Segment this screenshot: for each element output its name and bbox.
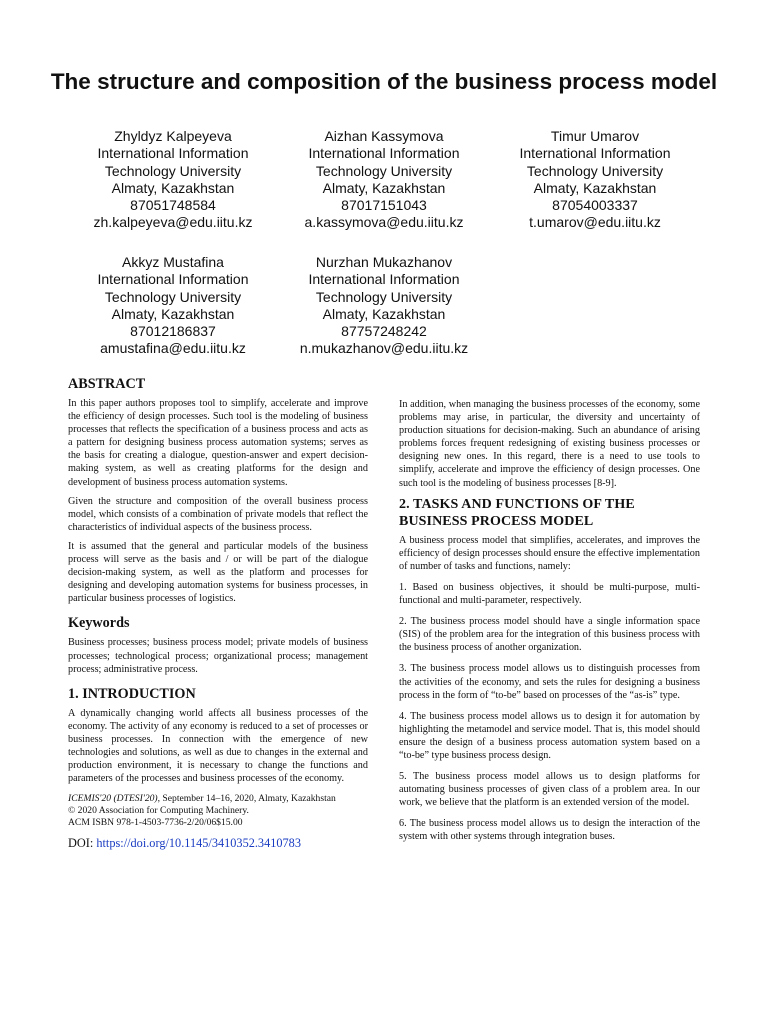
- author-block: [279, 128, 489, 232]
- author-location: Almaty, Kazakhstan: [111, 305, 235, 322]
- author-phone: 87051748584: [130, 197, 216, 214]
- author-name: Akkyz Mustafina: [122, 254, 224, 270]
- author-affiliation: Technology University: [315, 288, 453, 305]
- list-item: 3. The business process model allows us to distinguish processes from the activities of the economy, and sets the rules for designing a business process in the form of “to-be” based on processes of the “as-is” type.: [399, 663, 700, 701]
- author-block: [68, 254, 278, 358]
- conference-details: September 14–16, 2020, Almaty, Kazakhstan: [160, 793, 336, 805]
- keywords-text: Business processes; business process model; private models of business processes; technological process; organizational process; management process; administrative process.: [68, 637, 368, 675]
- author-location: Almaty, Kazakhstan: [111, 179, 235, 196]
- author-phone: 87054003337: [552, 197, 638, 214]
- conference-footnote: [68, 793, 368, 805]
- doi-label: DOI:: [68, 835, 97, 850]
- author-affiliation: International Information: [308, 271, 460, 288]
- abstract-paragraph: In this paper authors proposes tool to simplify, accelerate and improve the efficiency of design processes. Such tool is the modeling of business processes that reflects the specification of a business process and acts as a pattern for designing business process automation systems; serves as the basis for creating a dialogue, question-answer and expert decision-making system, as well as creating platforms for the design and development of business process automation systems.: [68, 398, 368, 488]
- author-affiliation: International Information: [97, 145, 249, 162]
- isbn-line: ACM ISBN 978-1-4503-7736-2/20/06$15.00: [68, 816, 243, 828]
- left-column: [68, 376, 368, 851]
- author-location: Almaty, Kazakhstan: [533, 179, 657, 196]
- section-heading: 2. TASKS AND FUNCTIONS OF THE BUSINESS PROCESS MODEL: [399, 496, 635, 529]
- doi-line: [68, 835, 368, 851]
- copyright-line: © 2020 Association for Computing Machinery.: [68, 805, 249, 817]
- keywords-heading: Keywords: [68, 615, 130, 632]
- introduction-paragraph: A dynamically changing world affects all business processes of the economy. The activity of any economy is reduced to a set of processes or business processes. In connection with the emergence of new technologies and solutions, as well as due to changes in the external and production environment, it is necessary to change the functions and parameters of the processes and business processes of the economy.: [68, 707, 368, 785]
- body-paragraph: A business process model that simplifies, accelerates, and improves the efficiency of design processes should ensure the effective implementation of number of tasks and functions, namely:: [399, 534, 700, 572]
- list-item: 4. The business process model allows us to design it for automation by highlighting the metamodel and service model. That is, this model should ensure the design of a business process automation system based on a “to-be” type business process design.: [399, 710, 700, 761]
- author-block: [68, 128, 278, 232]
- author-location: Almaty, Kazakhstan: [322, 305, 446, 322]
- author-email: t.umarov@edu.iitu.kz: [529, 214, 661, 231]
- list-item: 6. The business process model allows us to design the interaction of the system with other systems through integration buses.: [399, 818, 700, 843]
- author-name: Nurzhan Mukazhanov: [315, 254, 453, 270]
- list-item: 1. Based on business objectives, it should be multi-purpose, multi-functional and multi-parameter, respectively.: [399, 581, 700, 607]
- author-phone: 87757248242: [341, 323, 427, 340]
- author-phone: 87012186837: [130, 323, 216, 340]
- author-block: [490, 128, 700, 232]
- author-affiliation: International Information: [308, 145, 460, 162]
- author-affiliation: Technology University: [315, 162, 453, 179]
- doi-link[interactable]: https://doi.org/10.1145/3410352.3410783: [96, 835, 301, 850]
- author-affiliation: International Information: [97, 271, 249, 288]
- author-location: Almaty, Kazakhstan: [322, 179, 446, 196]
- author-affiliation: International Information: [519, 145, 671, 162]
- body-paragraph: In addition, when managing the business processes of the economy, some problems may arise, in particular, the diversity and uncertainty of production situations for decision-making. Such an abundance of arising problems forces frequent redesigning of existing business processes or designing new ones. In this regard, there is a need to use tools to simplify, accelerate and improve the efficiency of design processes. One such tool is the modeling of business processes [8-9].: [399, 399, 700, 489]
- conference-name: ICEMIS'20 (DTESI'20),: [68, 793, 161, 805]
- author-email: amustafina@edu.iitu.kz: [100, 340, 246, 357]
- author-affiliation: Technology University: [526, 162, 664, 179]
- right-column: [399, 398, 700, 850]
- list-item: 2. The business process model should have a single information space (SIS) of the problem area for the integration of this business process with the business process of another organization.: [399, 616, 700, 654]
- author-affiliation: Technology University: [104, 162, 242, 179]
- author-name: Zhyldyz Kalpeyeva: [114, 128, 232, 144]
- abstract-paragraph: Given the structure and composition of the overall business process model, which consists of a combination of private models that reflect the characteristics of individual aspects of the business process.: [68, 495, 368, 533]
- author-block: [279, 254, 489, 358]
- author-phone: 87017151043: [341, 197, 427, 214]
- paper-title: The structure and composition of the business process model: [50, 69, 718, 94]
- introduction-heading: 1. INTRODUCTION: [68, 685, 196, 702]
- author-email: a.kassymova@edu.iitu.kz: [304, 214, 464, 231]
- abstract-paragraph: It is assumed that the general and particular models of the business process will serve as the basis and / or will be part of the dialogue decision-making system, as well as the platform and processes for designing and developing automation systems for business processes, in particular business processes of logistics.: [68, 540, 368, 605]
- list-item: 5. The business process model allows us to design platforms for automating business processes of given class of a problem area. In our work, we believe that the platform is an extended version of the model.: [399, 771, 700, 809]
- author-name: Timur Umarov: [550, 128, 640, 144]
- author-name: Aizhan Kassymova: [324, 128, 444, 144]
- author-email: n.mukazhanov@edu.iitu.kz: [299, 340, 469, 357]
- abstract-heading: ABSTRACT: [68, 376, 146, 392]
- author-affiliation: Technology University: [104, 288, 242, 305]
- author-email: zh.kalpeyeva@edu.iitu.kz: [93, 214, 253, 231]
